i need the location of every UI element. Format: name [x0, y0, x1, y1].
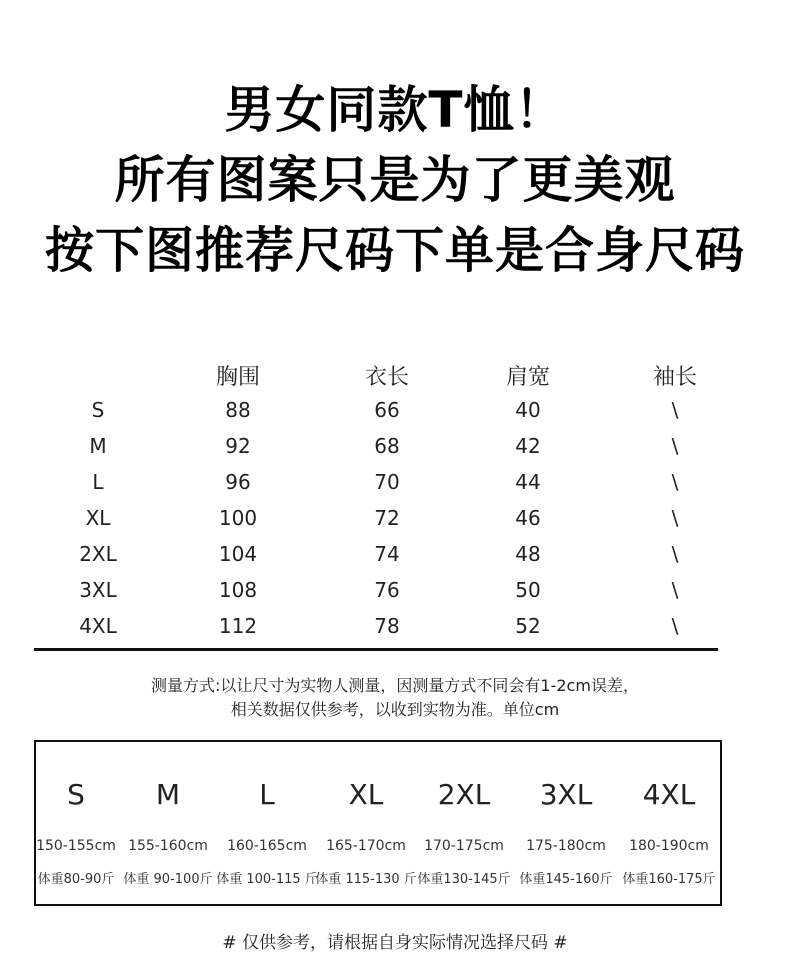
size-recommendation-box [34, 740, 722, 906]
row-sleeve-value: \ [671, 470, 679, 494]
height-range: 175-180cm [526, 838, 606, 854]
recommended-size: XL [348, 778, 384, 811]
recommended-size: M [155, 778, 181, 811]
row-shoulder-value: 40 [515, 398, 541, 422]
weight-range: 体重 115-130 斤 [315, 872, 417, 887]
headline-line-2: 所有图案只是为了更美观 [114, 151, 676, 209]
column-header-sleeve: 袖长 [652, 365, 698, 390]
weight-range: 体重80-90斤 [37, 872, 115, 887]
column-header-shoulder: 肩宽 [505, 365, 551, 390]
weight-range: 体重130-145斤 [417, 872, 511, 887]
height-range: 150-155cm [36, 838, 116, 854]
height-range: 155-160cm [128, 838, 208, 854]
row-sleeve-value: \ [671, 542, 679, 566]
column-header-length: 衣长 [364, 365, 410, 390]
measurement-note-line-2: 相关数据仅供参考，以收到实物为准。单位cm [230, 700, 560, 719]
weight-range: 体重160-175斤 [622, 872, 716, 887]
recommended-size: 2XL [437, 778, 491, 811]
row-chest-value: 108 [218, 578, 258, 602]
row-chest-value: 100 [218, 506, 258, 530]
row-length-value: 78 [374, 614, 400, 638]
recommended-size: S [67, 778, 85, 811]
row-size-label: S [91, 398, 105, 422]
row-shoulder-value: 52 [515, 614, 541, 638]
row-chest-value: 88 [225, 398, 251, 422]
row-sleeve-value: \ [671, 398, 679, 422]
headline-line-3: 按下图推荐尺码下单是合身尺码 [44, 222, 745, 279]
row-size-label: 4XL [79, 614, 117, 638]
row-size-label: L [92, 470, 104, 494]
height-range: 160-165cm [227, 838, 307, 854]
row-length-value: 74 [374, 542, 400, 566]
row-size-label: XL [85, 506, 111, 530]
row-shoulder-value: 48 [515, 542, 541, 566]
row-shoulder-value: 46 [515, 506, 541, 530]
row-chest-value: 112 [218, 614, 258, 638]
row-size-label: 2XL [79, 542, 117, 566]
row-sleeve-value: \ [671, 578, 679, 602]
row-size-label: 3XL [79, 578, 117, 602]
row-sleeve-value: \ [671, 614, 679, 638]
row-shoulder-value: 42 [515, 434, 541, 458]
row-shoulder-value: 44 [515, 470, 541, 494]
recommended-size: 3XL [539, 778, 593, 811]
headline-line-1: 男女同款T恤！ [224, 81, 566, 139]
row-length-value: 70 [374, 470, 400, 494]
row-chest-value: 96 [225, 470, 251, 494]
row-size-label: M [89, 434, 107, 458]
height-range: 180-190cm [629, 838, 709, 854]
row-shoulder-value: 50 [515, 578, 541, 602]
row-sleeve-value: \ [671, 506, 679, 530]
table-bottom-divider [34, 648, 718, 651]
row-length-value: 66 [374, 398, 400, 422]
row-chest-value: 92 [225, 434, 251, 458]
recommended-size: L [259, 778, 275, 811]
row-sleeve-value: \ [671, 434, 679, 458]
height-range: 165-170cm [326, 838, 406, 854]
weight-range: 体重145-160斤 [519, 872, 613, 887]
row-chest-value: 104 [218, 542, 258, 566]
row-length-value: 72 [374, 506, 400, 530]
row-length-value: 76 [374, 578, 400, 602]
row-length-value: 68 [374, 434, 400, 458]
measurement-note-line-1: 测量方式:以让尺寸为实物人测量，因测量方式不同会有1-2cm误差， [151, 676, 639, 695]
reference-disclaimer: # 仅供参考，请根据自身实际情况选择尺码 # [222, 933, 568, 953]
column-header-chest: 胸围 [215, 365, 261, 390]
weight-range: 体重 90-100斤 [123, 872, 213, 887]
weight-range: 体重 100-115 斤 [216, 872, 318, 887]
recommended-size: 4XL [642, 778, 696, 811]
height-range: 170-175cm [424, 838, 504, 854]
